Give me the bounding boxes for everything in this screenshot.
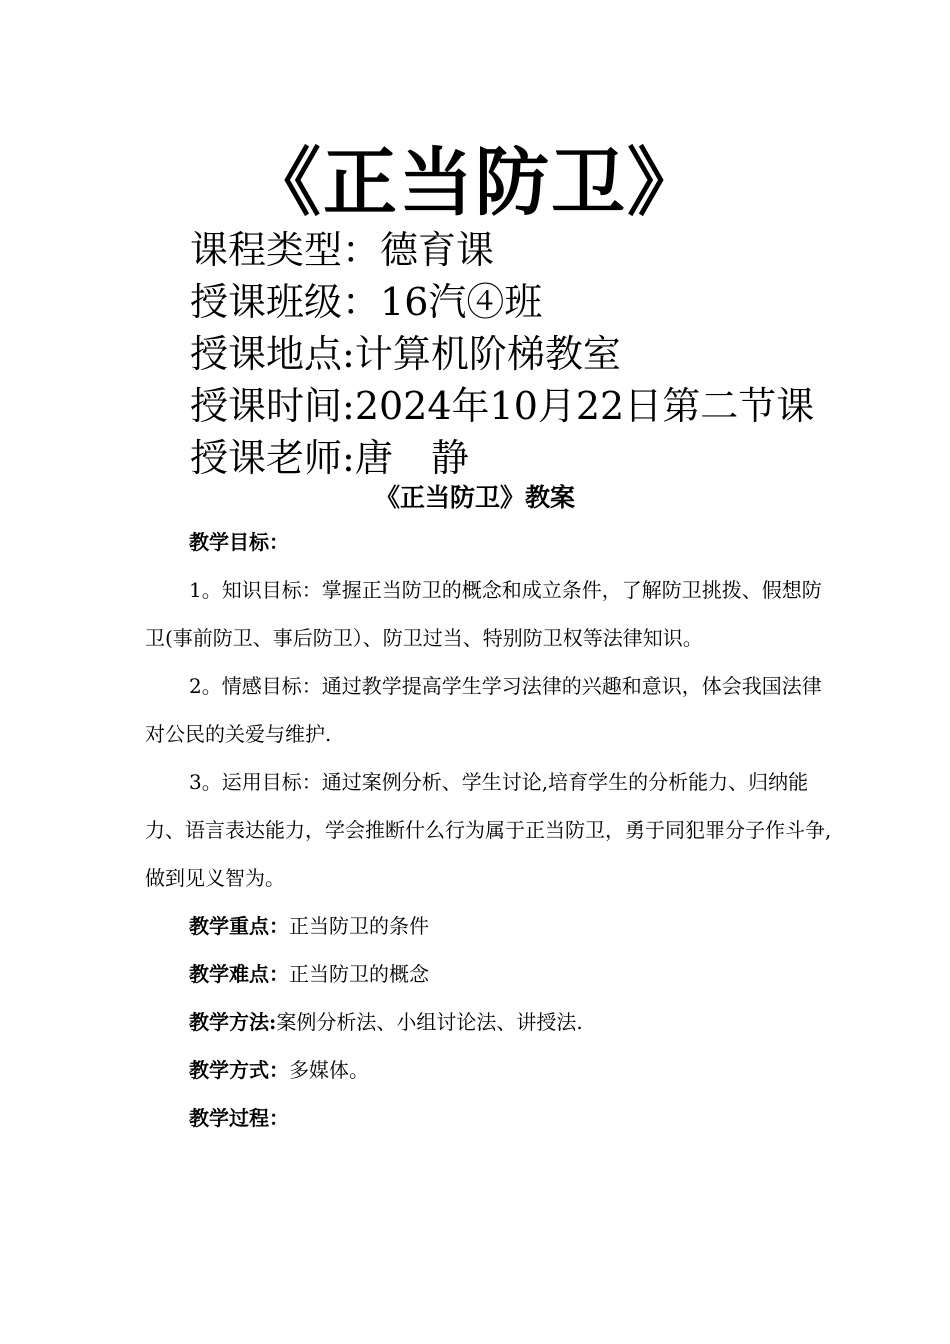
key-points-label: 教学重点：	[189, 914, 289, 938]
class-label: 授课班级：	[190, 280, 381, 324]
means-label: 教学方式：	[189, 1058, 289, 1082]
time-label: 授课时间:	[190, 384, 355, 428]
location-line	[190, 328, 890, 380]
class-value: 16汽④班	[380, 280, 543, 324]
methods-value: 案例分析法、小组讨论法、讲授法.	[276, 1010, 583, 1034]
difficulties-label: 教学难点：	[189, 962, 289, 986]
class-line	[190, 276, 890, 328]
objective-emotion: 2。情感目标：通过教学提高学生学习法律的兴趣和意识，体会我国法律对公民的关爱与维护.	[145, 674, 822, 746]
methods-line	[145, 998, 835, 1046]
objective-knowledge: 1。知识目标：掌握正当防卫的概念和成立条件，了解防卫挑拨、假想防卫(事前防卫、事后防卫）、防卫过当、特别防卫权等法律知识。	[145, 578, 822, 650]
course-info	[190, 224, 890, 484]
course-type-value: 德育课	[380, 228, 495, 272]
objective-application: 3。运用目标：通过案例分析、学生讨论,培育学生的分析能力、归纳能力、语言表达能力，学会推断什么行为属于正当防卫，勇于同犯罪分子作斗争,做到见义智为。	[145, 770, 832, 890]
course-type-line	[190, 224, 890, 276]
objectives-heading: 教学目标：	[189, 530, 289, 554]
teacher-value: 唐 静	[354, 436, 469, 480]
means-value: 多媒体。	[289, 1058, 369, 1082]
time-line	[190, 380, 890, 432]
means-line	[145, 1046, 835, 1094]
process-heading: 教学过程：	[189, 1106, 289, 1130]
key-points-line	[145, 902, 835, 950]
location-label: 授课地点:	[190, 332, 355, 376]
teacher-line	[190, 432, 890, 484]
time-value: 2024年10月22日第二节课	[354, 384, 815, 428]
teacher-label: 授课老师:	[190, 436, 355, 480]
course-type-label: 课程类型：	[190, 228, 381, 272]
difficulties-value: 正当防卫的概念	[289, 962, 429, 986]
main-title: 《正当防卫》	[247, 140, 703, 226]
lesson-plan-title: 《正当防卫》教案	[374, 483, 575, 512]
location-value: 计算机阶梯教室	[354, 332, 621, 376]
lesson-plan-body	[145, 518, 835, 1142]
methods-label: 教学方法:	[189, 1010, 277, 1034]
difficulties-line	[145, 950, 835, 998]
key-points-value: 正当防卫的条件	[289, 914, 429, 938]
